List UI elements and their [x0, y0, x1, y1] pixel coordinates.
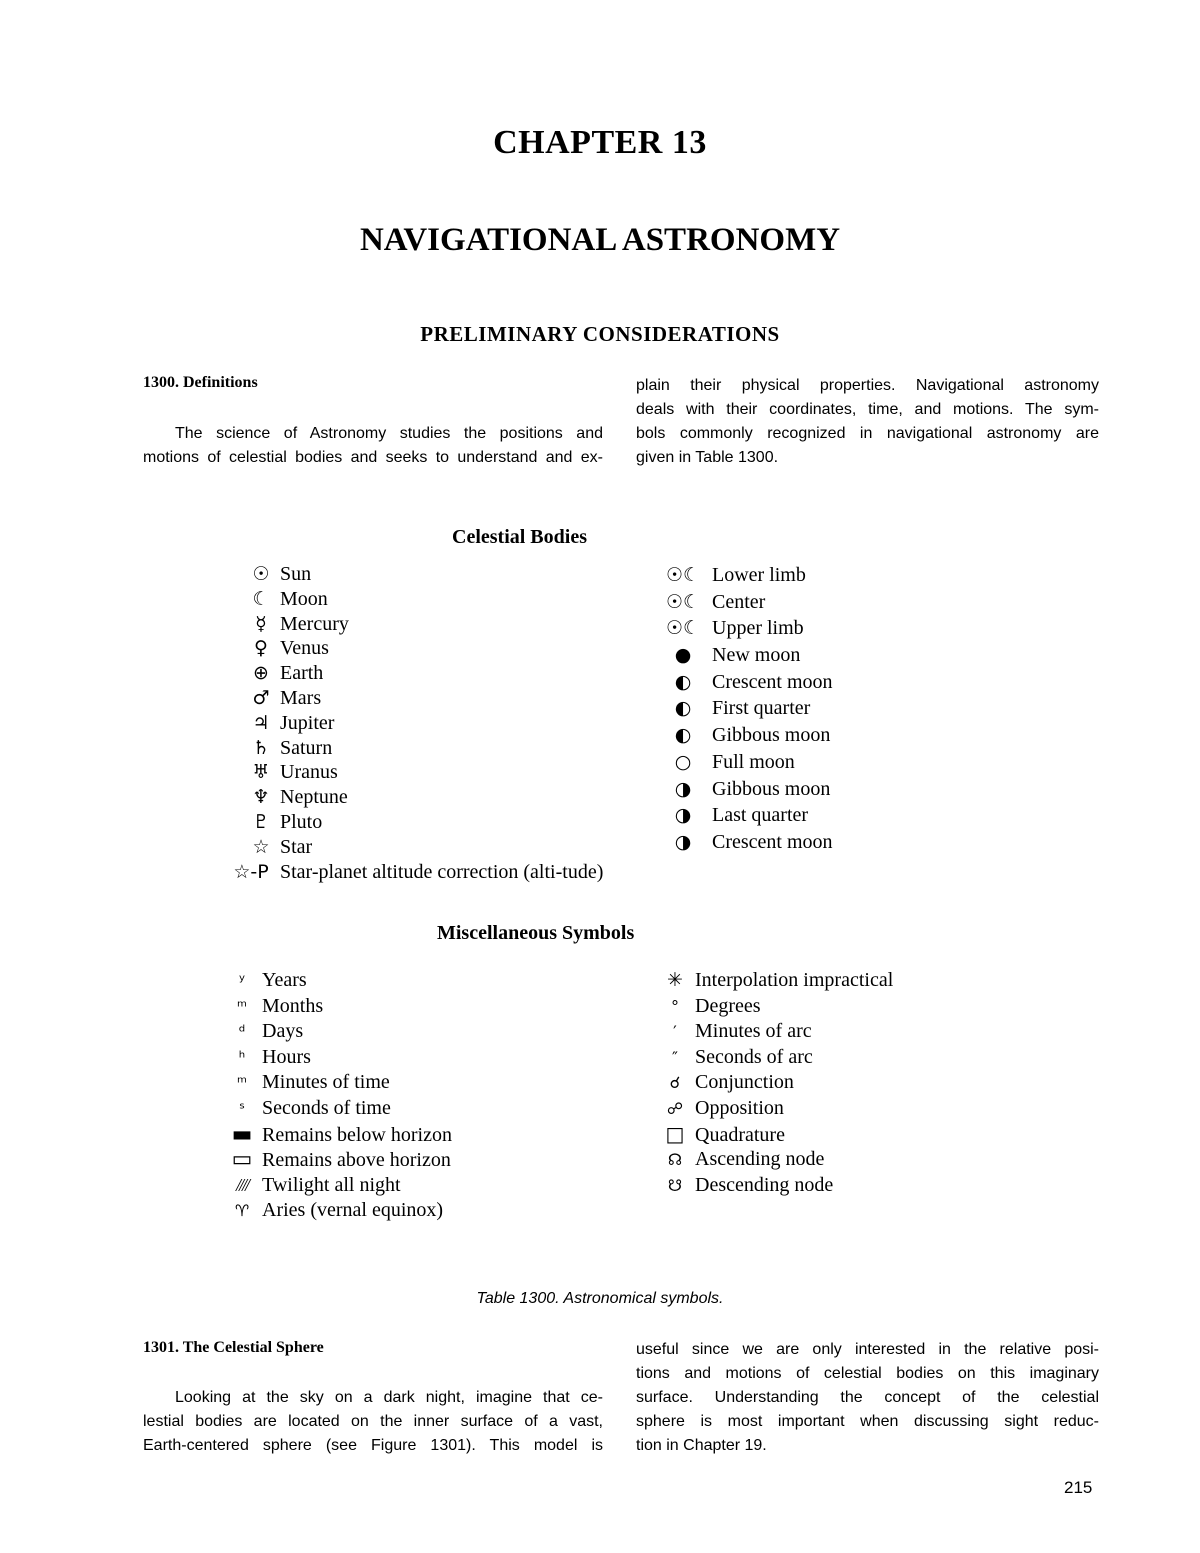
list-item: //// Twilight all night — [228, 1173, 628, 1199]
list-item: ☉☾ Lower limb — [660, 562, 960, 589]
filled-rectangle-icon: ▬ — [231, 1121, 253, 1147]
list-item: ☉☾ Center — [660, 589, 960, 616]
seconds-icon: ˢ — [239, 1098, 245, 1118]
pluto-icon: ♇ — [252, 810, 270, 833]
waning-crescent-icon: ◑ — [674, 830, 692, 853]
mercury-icon: ☿ — [255, 612, 267, 635]
star-icon: ☆ — [252, 835, 270, 858]
last-quarter-icon: ◑ — [674, 804, 692, 827]
aries-icon: ♈ — [234, 1201, 250, 1221]
waning-gibbous-icon: ◑ — [674, 777, 692, 800]
mars-icon: ♂ — [252, 686, 270, 709]
list-item: ♀ Venus — [248, 636, 648, 661]
article-1301-right-text: useful since we are only interested in the relative posi- tions and motions of celestial bodies on this imaginary surface. Understanding the concept of the celestial sphere is most important when discussing sight reduc- tion in Chapter 19. — [636, 1341, 1099, 1454]
list-item: ▭ Remains above horizon — [228, 1147, 628, 1173]
conjunction-icon: ☌ — [669, 1073, 681, 1093]
gibbous-moon-icon: ◐ — [674, 724, 692, 747]
list-item: ♇ Pluto — [248, 810, 648, 835]
full-moon-icon: ○ — [674, 750, 692, 773]
article-1301-left-text: Looking at the sky on a dark night, imagine that ce- lestial bodies are located on the inner surface of a vast, Earth-centered sphere (see Figure 1301). This model is — [143, 1389, 603, 1454]
article-1300-right-text: plain their physical properties. Navigational astronomy deals with their coordinates, time, and motions. The sym- bols commonly recognized in navigational astronomy are given in Table 1300. — [636, 377, 1099, 466]
center-icon: ☉☾ — [665, 590, 701, 613]
venus-icon: ♀ — [254, 637, 268, 660]
degrees-icon: ° — [671, 996, 679, 1016]
list-item: ʰ Hours — [228, 1045, 628, 1071]
list-item: ✳ Interpolation impractical — [663, 968, 983, 994]
list-item: ′ Minutes of arc — [663, 1019, 983, 1045]
list-item: ◐ Crescent moon — [660, 669, 960, 696]
celestial-bodies-right-list — [660, 562, 960, 856]
first-quarter-icon: ◐ — [674, 697, 692, 720]
double-prime-icon: ″ — [672, 1047, 678, 1067]
list-item: ☆ Star — [248, 835, 648, 860]
hours-icon: ʰ — [238, 1047, 246, 1067]
sun-icon: ☉ — [252, 563, 270, 585]
upper-limb-icon: ☉☾ — [665, 617, 701, 640]
list-item: ⊕ Earth — [248, 661, 648, 686]
list-item: ◑ Gibbous moon — [660, 776, 960, 803]
square-icon: □ — [665, 1121, 685, 1146]
list-item: ○ Full moon — [660, 749, 960, 776]
misc-symbols-title: Miscellaneous Symbols — [437, 922, 635, 944]
list-item: ☆-P Star-planet altitude correction (alti-tude) — [228, 860, 648, 912]
list-item: ◐ First quarter — [660, 695, 960, 722]
list-item: ☌ Conjunction — [663, 1070, 983, 1096]
new-moon-icon: ● — [674, 644, 692, 667]
hatch-icon: //// — [235, 1174, 248, 1195]
celestial-bodies-left-list — [233, 562, 648, 912]
list-item: ♅ Uranus — [248, 760, 648, 785]
list-item: ◑ Last quarter — [660, 802, 960, 829]
list-item: ☿ Mercury — [248, 612, 648, 637]
lower-limb-icon: ☉☾ — [665, 564, 701, 586]
misc-symbols-left-list — [228, 968, 628, 1224]
article-1300-heading: 1300. Definitions — [143, 374, 258, 391]
asterisk-icon: ✳ — [667, 969, 683, 991]
list-item: ᵐ Minutes of time — [228, 1070, 628, 1096]
list-item: □ Quadrature — [663, 1122, 983, 1148]
list-item: ᵐ Months — [228, 994, 628, 1020]
list-item: ◐ Gibbous moon — [660, 722, 960, 749]
celestial-bodies-title: Celestial Bodies — [452, 526, 587, 548]
list-item: ☊ Ascending node — [663, 1147, 983, 1173]
list-item: ☾ Moon — [248, 587, 648, 612]
article-1300-left-text: The science of Astronomy studies the positions and motions of celestial bodies and seeks to understand and ex- — [143, 425, 603, 466]
uranus-icon: ♅ — [252, 761, 270, 784]
list-item: ʸ Years — [228, 968, 628, 994]
list-item: ″ Seconds of arc — [663, 1045, 983, 1071]
empty-rectangle-icon: ▭ — [231, 1147, 253, 1173]
chapter-title: NAVIGATIONAL ASTRONOMY — [359, 222, 841, 258]
list-item: ♂ Mars — [248, 686, 648, 711]
page-number: 215 — [1064, 1478, 1093, 1497]
list-item: ♆ Neptune — [248, 785, 648, 810]
list-item: ☉ Sun — [248, 562, 648, 587]
list-item: ♄ Saturn — [248, 736, 648, 761]
list-item: ☍ Opposition — [663, 1096, 983, 1122]
list-item: ° Degrees — [663, 994, 983, 1020]
earth-icon: ⊕ — [253, 662, 269, 685]
list-item: ● New moon — [660, 642, 960, 669]
saturn-icon: ♄ — [252, 736, 270, 759]
years-icon: ʸ — [239, 971, 245, 990]
crescent-moon-icon: ◐ — [674, 670, 692, 693]
list-item: ˢ Seconds of time — [228, 1096, 628, 1122]
list-item: ☉☾ Upper limb — [660, 615, 960, 642]
chapter-number: CHAPTER 13 — [493, 124, 707, 161]
list-item: ▬ Remains below horizon — [228, 1122, 628, 1148]
days-icon: ᵈ — [238, 1022, 246, 1042]
list-item: ♈ Aries (vernal equinox) — [228, 1198, 628, 1224]
months-icon: ᵐ — [237, 996, 247, 1016]
neptune-icon: ♆ — [252, 786, 270, 809]
list-item: ☋ Descending node — [663, 1173, 983, 1199]
section-title: PRELIMINARY CONSIDERATIONS — [420, 322, 780, 346]
misc-symbols-right-list — [663, 968, 983, 1198]
ascending-node-icon: ☊ — [667, 1150, 683, 1170]
descending-node-icon: ☋ — [667, 1175, 683, 1195]
list-item: ♃ Jupiter — [248, 711, 648, 736]
star-planet-icon: ☆-P — [233, 860, 269, 883]
list-item: ◑ Crescent moon — [660, 829, 960, 856]
list-item: ᵈ Days — [228, 1019, 628, 1045]
table-caption: Table 1300. Astronomical symbols. — [476, 1290, 724, 1307]
prime-icon: ′ — [673, 1022, 677, 1042]
article-1301-heading: 1301. The Celestial Sphere — [143, 1339, 324, 1356]
moon-icon: ☾ — [252, 587, 270, 610]
minutes-icon: ᵐ — [237, 1073, 247, 1093]
jupiter-icon: ♃ — [252, 711, 270, 734]
opposition-icon: ☍ — [666, 1098, 684, 1118]
